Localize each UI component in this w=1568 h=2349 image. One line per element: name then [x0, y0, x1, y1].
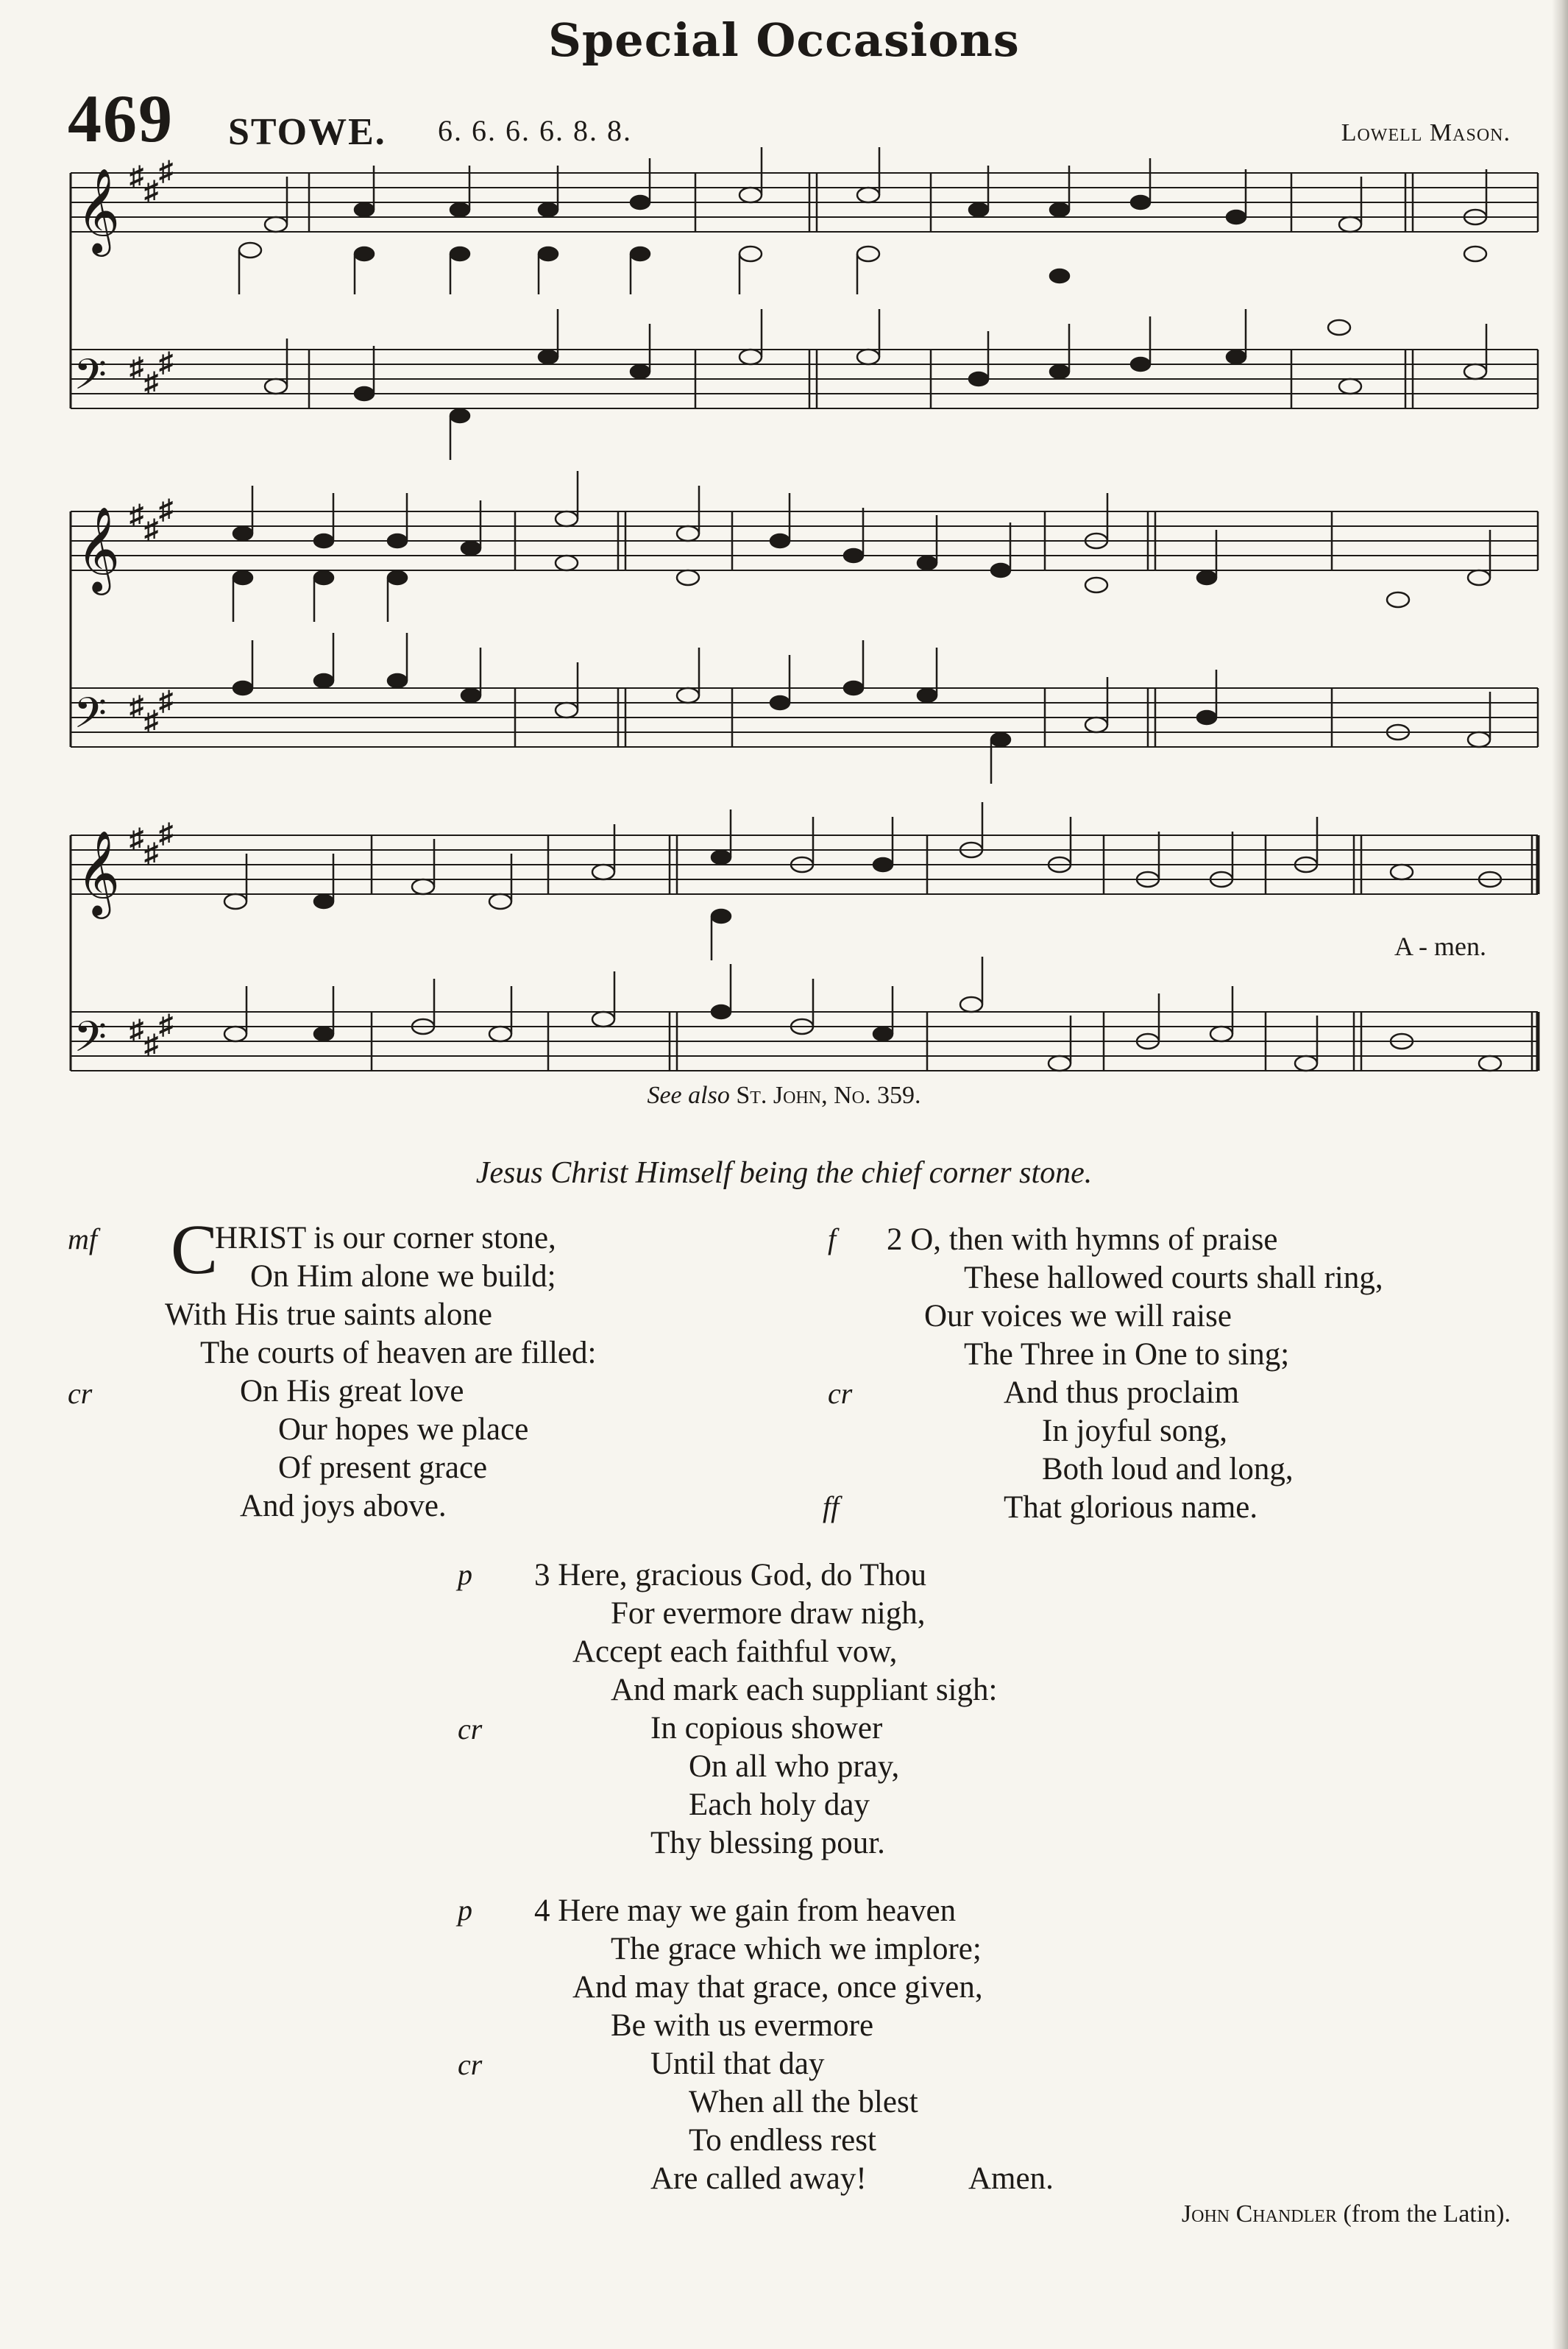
verse-4-amen: Amen. — [968, 2161, 1054, 2196]
svg-text:♯: ♯ — [144, 1030, 158, 1060]
author-credit — [1182, 2200, 1511, 2228]
staff-system-2-treble — [71, 511, 1538, 570]
treble-clef-icon: 𝄞 — [77, 509, 121, 590]
verse-1-line: Our hopes we place — [278, 1412, 529, 1447]
drop-cap: C — [171, 1210, 219, 1289]
verse-4-line: 4 Here may we gain from heaven — [534, 1893, 957, 1928]
verse-4-line: To endless rest — [689, 2123, 876, 2158]
svg-text:♯: ♯ — [159, 495, 173, 525]
dynamic-cr: cr — [828, 1377, 853, 1410]
verse-2-line: Both loud and long, — [1042, 1452, 1294, 1487]
svg-text:♯: ♯ — [130, 823, 143, 854]
see-also-note — [0, 1082, 1568, 1110]
svg-text:♯: ♯ — [130, 500, 143, 531]
meter: 6. 6. 6. 6. 8. 8. — [438, 114, 632, 147]
verse-4-line: Until that day — [650, 2047, 825, 2081]
verse-4-line: Are called away! — [650, 2161, 867, 2196]
verse-3-line: And mark each suppliant sigh: — [611, 1673, 998, 1707]
bass-clef-icon: 𝄢 — [74, 691, 107, 748]
verse-1-line: The courts of heaven are filled: — [200, 1336, 597, 1370]
verse-1-line: HRIST is our corner stone, — [215, 1221, 556, 1255]
verse-2-line: And thus proclaim — [1004, 1375, 1240, 1410]
svg-text:♯: ♯ — [130, 1015, 143, 1046]
svg-text:♯: ♯ — [144, 706, 158, 737]
author-name: John Chandler — [1181, 2200, 1337, 2228]
svg-text:♯: ♯ — [159, 686, 173, 717]
verse-4-line: And may that grace, once given, — [572, 1970, 983, 2005]
verse-4-line: Be with us evermore — [611, 2008, 874, 2043]
dynamic-cr: cr — [458, 1712, 483, 1746]
author-source: (from the Latin). — [1343, 2200, 1511, 2228]
staff-system-1-bass — [71, 350, 1538, 408]
dynamic-p: p — [458, 1893, 472, 1927]
scripture-epigraph: Jesus Christ Himself being the chief corner stone. — [475, 1156, 1093, 1190]
verse-4-line: The grace which we implore; — [611, 1932, 982, 1966]
section-title: Special Occasions — [548, 13, 1020, 67]
see-also-ref: St. John, No. 359. — [736, 1082, 921, 1109]
verse-3-line: Thy blessing pour. — [650, 1826, 885, 1860]
svg-text:♯: ♯ — [130, 352, 143, 383]
verse-3-line: Each holy day — [689, 1788, 870, 1822]
svg-text:♯: ♯ — [144, 514, 158, 545]
verse-2-line: 2 O, then with hymns of praise — [887, 1222, 1278, 1257]
bass-clef-icon: 𝄢 — [74, 1015, 107, 1071]
verse-2-line: These hallowed courts shall ring, — [964, 1261, 1383, 1295]
svg-text:♯: ♯ — [144, 367, 158, 398]
svg-text:♯: ♯ — [159, 1010, 173, 1041]
verse-1-line: Of present grace — [278, 1450, 488, 1485]
svg-text:♯: ♯ — [159, 818, 173, 849]
dynamic-p: p — [458, 1558, 472, 1591]
svg-text:♯: ♯ — [159, 156, 173, 187]
svg-text:♯: ♯ — [130, 161, 143, 192]
svg-text:♯: ♯ — [130, 691, 143, 722]
dynamic-cr: cr — [68, 1377, 93, 1410]
treble-clef-icon: 𝄞 — [77, 170, 121, 252]
treble-clef-icon: 𝄞 — [77, 832, 121, 914]
verse-1-line: On Him alone we build; — [250, 1259, 556, 1294]
verse-3-line: On all who pray, — [689, 1749, 900, 1784]
verse-3-line: In copious shower — [650, 1711, 883, 1746]
dynamic-cr: cr — [458, 2048, 483, 2081]
verse-2-line: In joyful song, — [1042, 1414, 1228, 1448]
verse-2-line: The Three in One to sing; — [964, 1337, 1290, 1372]
staff-system-1-treble — [71, 173, 1538, 232]
verse-1-line: And joys above. — [240, 1489, 447, 1523]
dynamic-mf: mf — [68, 1222, 97, 1255]
dynamic-f: f — [828, 1222, 837, 1255]
verse-2-line: Our voices we will raise — [924, 1299, 1232, 1333]
verse-2-line: That glorious name. — [1004, 1490, 1258, 1525]
verse-1-line: With His true saints alone — [165, 1297, 492, 1332]
tune-name: STOWE. — [228, 111, 386, 153]
verse-3-line: Accept each faithful vow, — [572, 1634, 898, 1669]
hymn-number: 469 — [68, 81, 174, 156]
verse-3-line: 3 Here, gracious God, do Thou — [534, 1558, 927, 1592]
svg-text:♯: ♯ — [159, 347, 173, 378]
staff-system-2-bass — [71, 688, 1538, 747]
composer: Lowell Mason. — [1341, 119, 1511, 146]
svg-text:♯: ♯ — [144, 838, 158, 869]
music-score — [0, 0, 1568, 1104]
see-also-prefix: See also — [647, 1082, 730, 1109]
verse-1-line: On His great love — [240, 1374, 464, 1409]
amen-label: A - men. — [1394, 932, 1486, 961]
bass-clef-icon: 𝄢 — [74, 352, 107, 409]
verse-4-line: When all the blest — [689, 2085, 918, 2119]
verse-3-line: For evermore draw nigh, — [611, 1596, 926, 1631]
svg-text:♯: ♯ — [144, 176, 158, 207]
dynamic-ff: ff — [823, 1490, 840, 1523]
